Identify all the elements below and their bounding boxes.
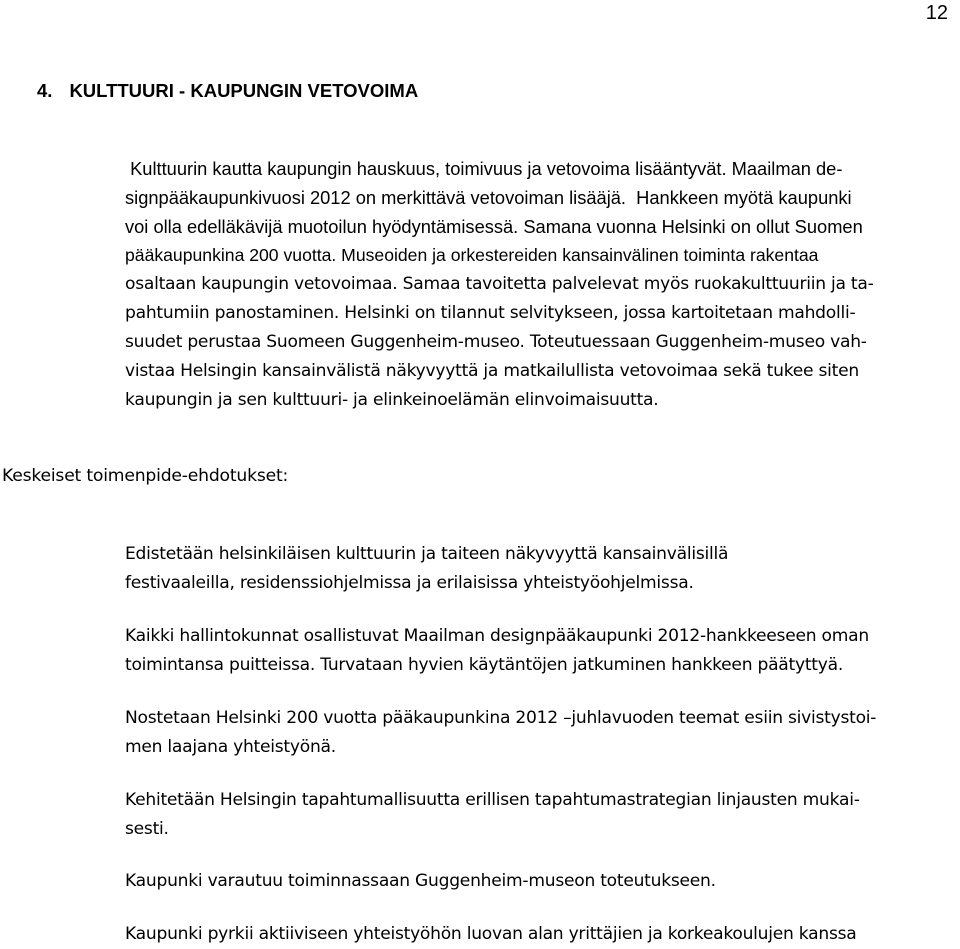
intro-line: vistaa Helsingin kansainvälistä näkyvyyttä ja matkailullista vetovoimaa sekä tukee siten	[125, 361, 859, 381]
proposal-line: Kaupunki varautuu toiminnassaan Guggenheim-museon toteutukseen.	[125, 871, 716, 891]
section-heading	[37, 80, 418, 102]
proposal-line: Kaikki hallintokunnat osallistuvat Maailman designpääkaupunki 2012-hankkeeseen oman	[125, 626, 869, 646]
intro-line: suudet perustaa Suomeen Guggenheim-museo. Toteutuessaan Guggenheim-museo vah-	[125, 332, 867, 352]
proposal-item	[125, 867, 957, 896]
proposal-line: Nostetaan Helsinki 200 vuotta pääkaupunkina 2012 –juhlavuoden teemat esiin sivistystoi-	[125, 708, 877, 728]
proposal-line: Kehitetään Helsingin tapahtumallisuutta erillisen tapahtumastrategian linjausten mukai-	[125, 790, 860, 810]
proposal-item	[125, 704, 957, 762]
key-actions-heading: Keskeiset toimenpide-ehdotukset:	[2, 466, 289, 486]
section-number: 4.	[37, 80, 53, 101]
intro-line: voi olla edelläkävijä muotoilun hyödyntämisessä. Samana vuonna Helsinki on ollut Suomen	[125, 216, 863, 237]
page-number: 12	[925, 2, 948, 24]
proposal-line: men laajana yhteistyönä.	[125, 737, 336, 757]
proposal-item	[125, 920, 957, 949]
intro-line: pääkaupunkina 200 vuotta. Museoiden ja orkestereiden kansainvälinen toiminta rakentaa	[125, 245, 819, 265]
proposal-line: toimintansa puitteissa. Turvataan hyvien käytäntöjen jatkuminen hankkeen päätyttyä.	[125, 655, 844, 675]
intro-line: pahtumiin panostaminen. Helsinki on tilannut selvitykseen, jossa kartoitetaan mahdolli-	[125, 303, 856, 323]
proposal-line: Edistetään helsinkiläisen kulttuurin ja taiteen näkyvyyttä kansainvälisillä	[125, 544, 729, 564]
proposal-item	[125, 622, 957, 680]
proposal-item	[125, 540, 957, 598]
proposal-item	[125, 786, 957, 844]
intro-line: kaupungin ja sen kulttuuri- ja elinkeinoelämän elinvoimaisuutta.	[125, 390, 659, 410]
proposal-line: festivaaleilla, residenssiohjelmissa ja erilaisissa yhteistyöohjelmissa.	[125, 573, 694, 593]
intro-line: Kulttuurin kautta kaupungin hauskuus, toimivuus ja vetovoima lisääntyvät. Maailman de-	[125, 158, 843, 179]
intro-paragraph	[125, 154, 957, 415]
intro-line: signpääkaupunkivuosi 2012 on merkittävä vetovoiman lisääjä. Hankkeen myötä kaupunki	[125, 187, 852, 208]
proposal-line: Kaupunki pyrkii aktiiviseen yhteistyöhön luovan alan yrittäjien ja korkeakoulujen kanssa	[125, 924, 857, 944]
section-title: KULTTUURI - KAUPUNGIN VETOVOIMA	[69, 80, 419, 101]
proposal-line: sesti.	[125, 819, 169, 839]
intro-line: osaltaan kaupungin vetovoimaa. Samaa tavoitetta palvelevat myös ruokakulttuuriin ja ta-	[125, 274, 874, 294]
